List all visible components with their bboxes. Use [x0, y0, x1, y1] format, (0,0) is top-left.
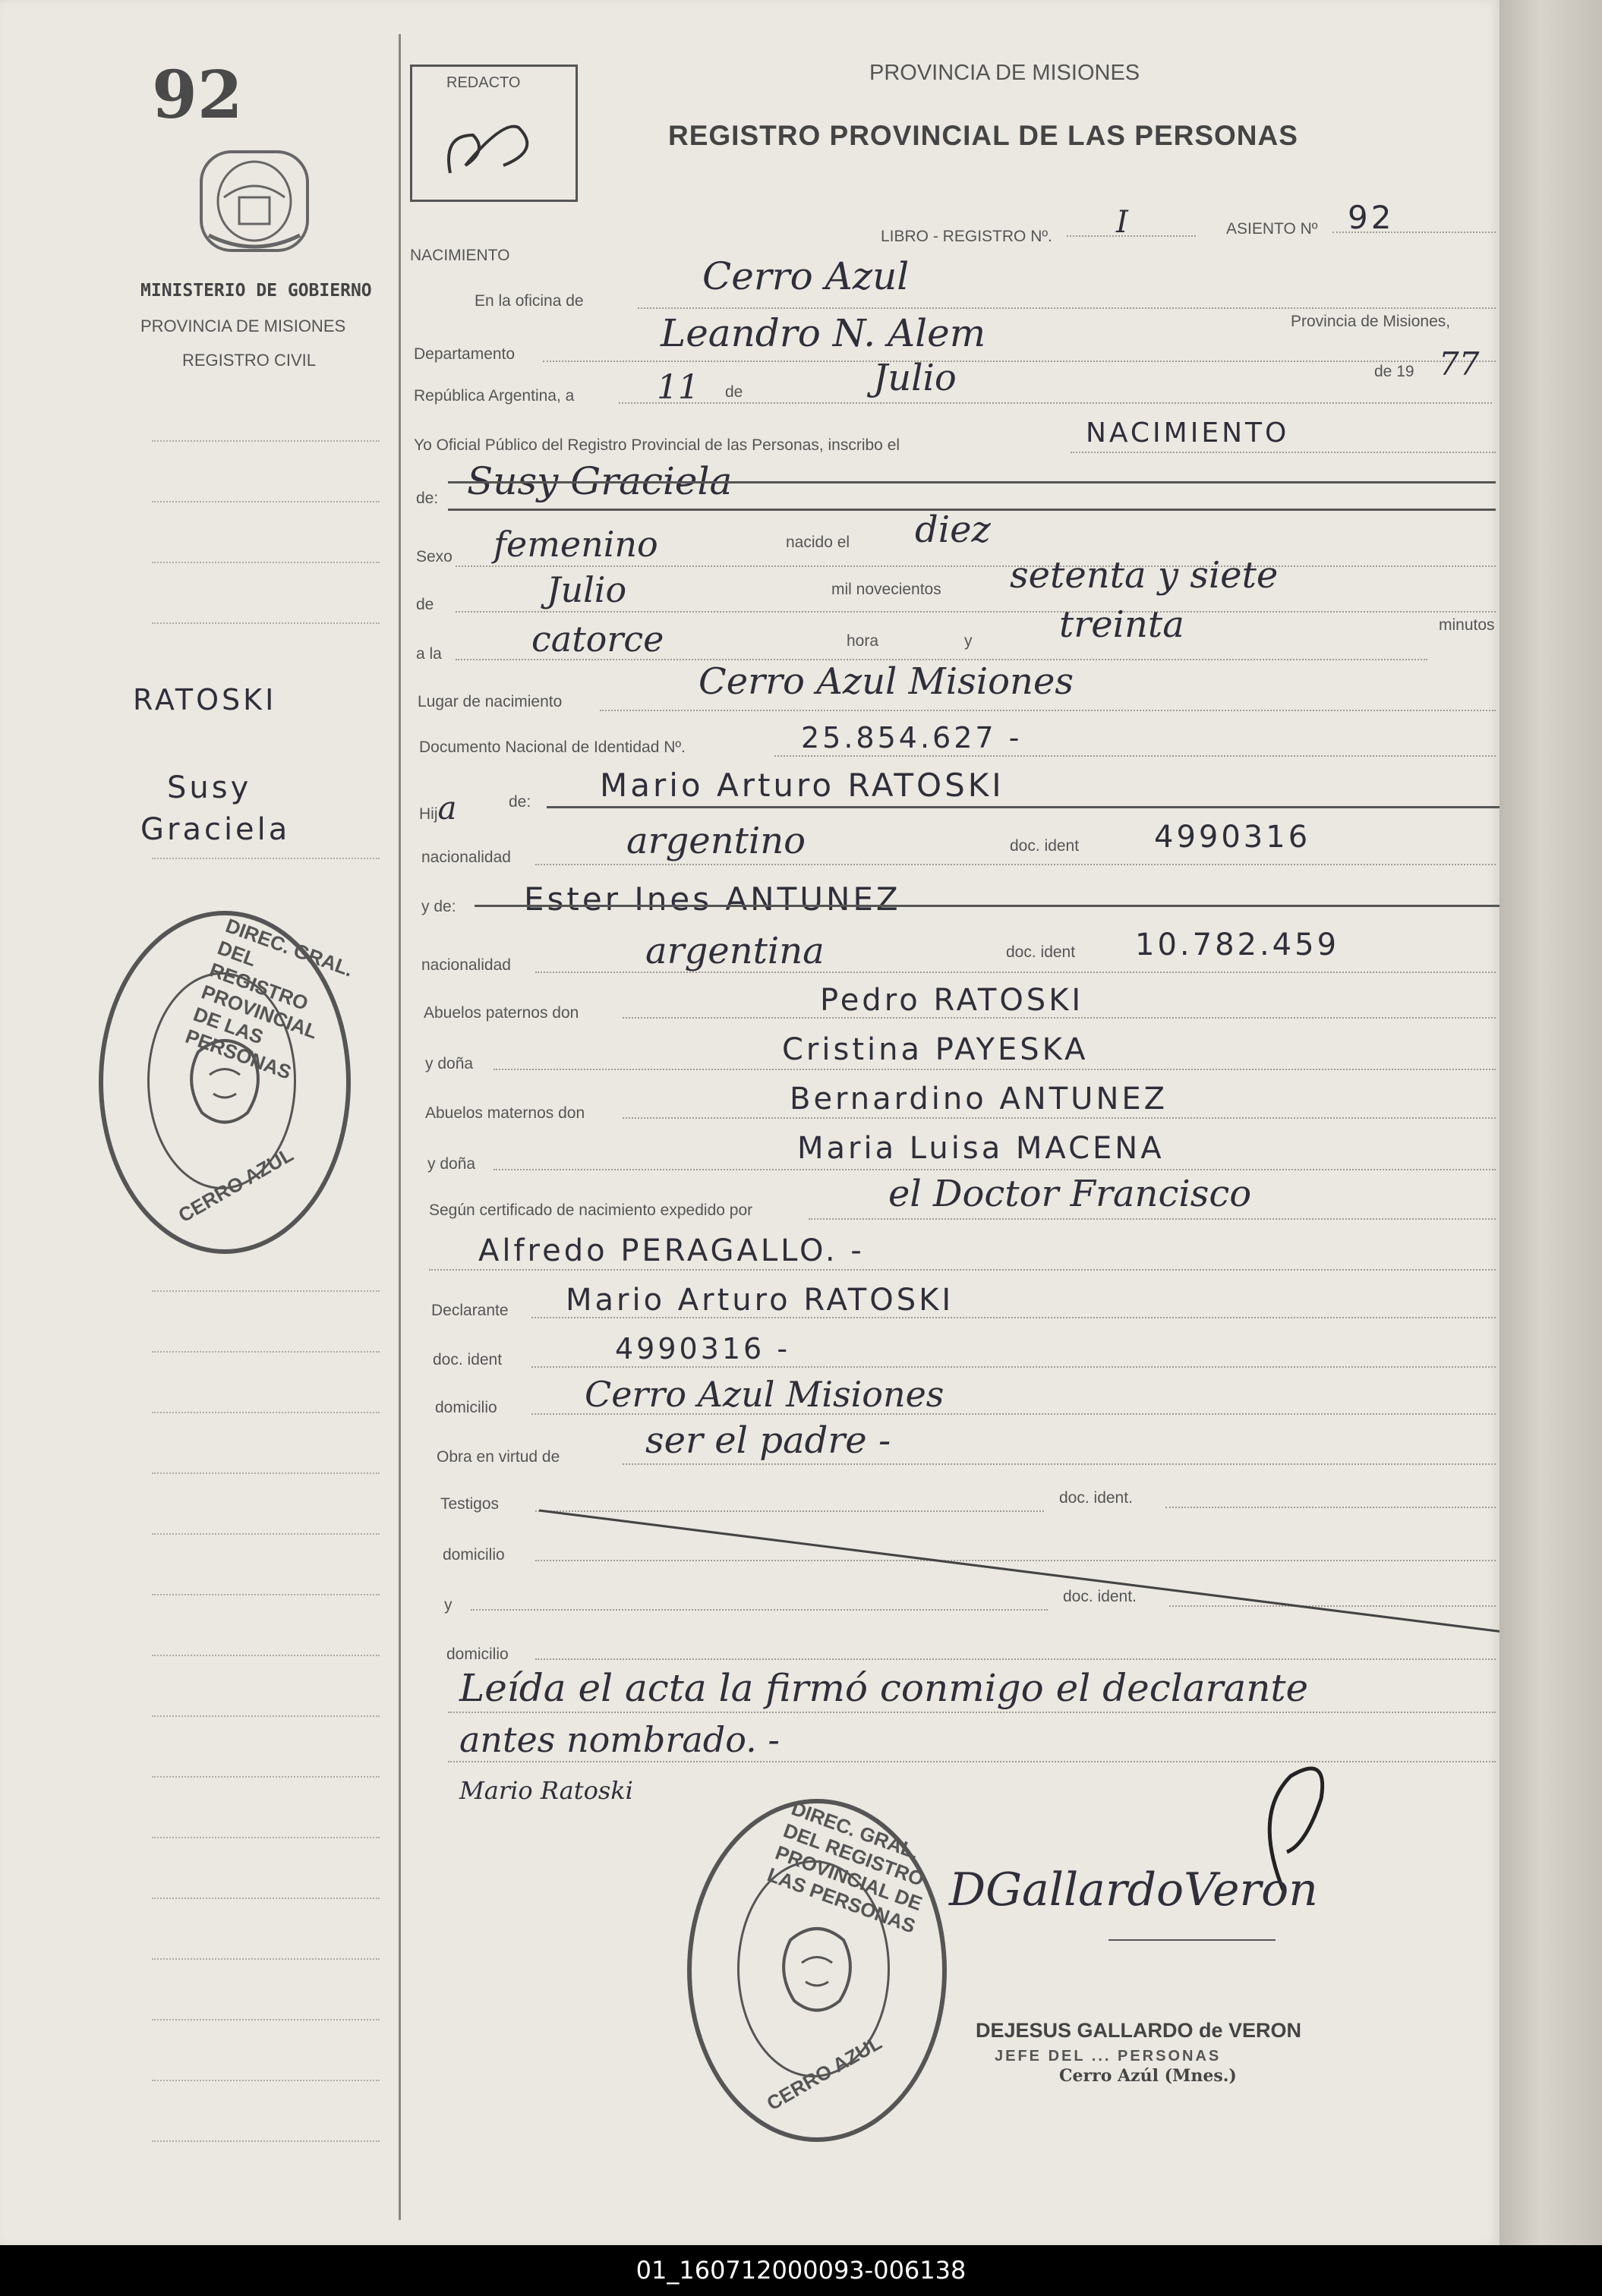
hija-label: Hija	[419, 789, 457, 827]
hija-de-label: de:	[509, 793, 531, 811]
left-rule	[152, 440, 380, 442]
departamento-label: Departamento	[414, 345, 516, 363]
official-title: JEFE DEL ... PERSONAS	[995, 2048, 1222, 2065]
inscribo-label: Yo Oficial Público del Registro Provincial de las Personas, inscribo el	[414, 436, 900, 454]
margin-rule	[399, 34, 401, 2220]
nac2-value: argentina	[645, 930, 825, 972]
ministry-province: PROVINCIA DE MISIONES	[140, 317, 346, 335]
left-rule	[152, 858, 380, 859]
stamp-inner-text-2: CERRO AZUL	[762, 2030, 886, 2115]
left-rule	[152, 1898, 380, 1899]
left-rule	[152, 1472, 380, 1474]
record-type-label: NACIMIENTO	[410, 247, 510, 264]
certificado-label: Según certificado de nacimiento expedido por	[429, 1202, 753, 1219]
coat-of-arms-icon	[194, 144, 315, 258]
asiento-value: 92	[1348, 199, 1395, 236]
closing-line-2: antes nombrado. -	[459, 1719, 780, 1760]
a-la-label: a la	[416, 645, 442, 663]
y-label: y	[964, 632, 973, 650]
domicilio-label: domicilio	[435, 1399, 497, 1416]
nacido-label: nacido el	[786, 534, 850, 551]
page-number: 92	[152, 57, 243, 134]
abuelos-paternos-value: Pedro RATOSKI	[820, 983, 1084, 1018]
redacto-initials-icon	[435, 105, 549, 188]
doc2-label: doc. ident	[1006, 943, 1076, 961]
day-value: 11	[657, 368, 699, 407]
libro-label: LIBRO - REGISTRO Nº.	[881, 228, 1052, 245]
left-rule	[152, 501, 380, 502]
doc1-value: 4990316	[1154, 820, 1311, 855]
abuelos-maternos-value: Bernardino ANTUNEZ	[790, 1082, 1168, 1117]
asiento-label: ASIENTO Nº	[1226, 220, 1318, 238]
sexo-value: femenino	[494, 524, 658, 565]
de3-label: de	[416, 596, 434, 613]
name-value: Susy Graciela	[467, 459, 733, 503]
nacido-value: diez	[915, 509, 991, 551]
left-rule	[152, 2080, 380, 2081]
abuelos-maternos-label: Abuelos maternos don	[425, 1104, 585, 1122]
de2-label: de:	[416, 490, 439, 507]
doc2-value: 10.782.459	[1135, 928, 1340, 962]
sexo-label: Sexo	[416, 548, 453, 565]
signature-declarant: Mario Ratoski	[459, 1776, 633, 1805]
signature-official: DGallardoVeron	[949, 1863, 1318, 1916]
doc1-label: doc. ident	[1010, 837, 1080, 855]
nac2-label: nacionalidad	[421, 956, 511, 974]
left-rule	[152, 1412, 380, 1413]
declarante-label: Declarante	[431, 1302, 509, 1319]
left-rule	[152, 2140, 380, 2142]
domicilio-value: Cerro Azul Misiones	[585, 1374, 944, 1415]
testigos-domicilio2-label: domicilio	[446, 1646, 509, 1663]
mil-value: setenta y siete	[1010, 554, 1279, 597]
year-label: de 19	[1374, 363, 1414, 380]
left-rule	[152, 1533, 380, 1535]
left-rule	[152, 1837, 380, 1838]
left-rule	[152, 1958, 380, 1960]
stamp-outer-text-2: DIREC. GRAL. DEL REGISTRO PROVINCIAL DE LAS PERSONAS	[764, 1797, 928, 1938]
ydona2-label: y doña	[427, 1155, 476, 1173]
declarante-value: Mario Arturo RATOSKI	[566, 1283, 954, 1318]
testigos-doc2-label: doc. ident.	[1063, 1588, 1137, 1605]
redacto-label: REDACTO	[446, 74, 521, 91]
official-name: DEJESUS GALLARDO de VERON	[976, 2019, 1302, 2042]
father-value: Mario Arturo RATOSKI	[600, 767, 1004, 804]
lugar-value: Cerro Azul Misiones	[699, 660, 1074, 703]
header-registry: REGISTRO PROVINCIAL DE LAS PERSONAS	[668, 120, 1298, 151]
oficina-value: Cerro Azul	[702, 254, 910, 298]
footer-id: 01_160712000093-006138	[0, 2245, 1602, 2296]
obra-value: ser el padre -	[645, 1419, 891, 1462]
stamp-outer-text: DIREC. GRAL. DEL REGISTRO PROVINCIAL DE LAS PERSONAS	[182, 914, 357, 1084]
margin-second-name: Graciela	[140, 812, 291, 847]
mil-label: mil novecientos	[831, 581, 941, 598]
testigos-label: Testigos	[440, 1495, 500, 1513]
left-rule	[152, 1594, 380, 1595]
left-rule	[152, 2019, 380, 2020]
left-rule	[152, 622, 380, 624]
testigos-y-label: y	[444, 1596, 453, 1614]
year-value: 77	[1439, 345, 1480, 383]
left-rule	[152, 1290, 380, 1292]
certificado-value-2: Alfredo PERAGALLO. -	[478, 1233, 865, 1268]
obra-label: Obra en virtud de	[437, 1448, 560, 1466]
cancel-stroke	[531, 1495, 1511, 1647]
month-value: Julio	[873, 357, 957, 399]
certificado-value: el Doctor Francisco	[888, 1173, 1252, 1215]
closing-line-1: Leída el acta la firmó conmigo el declarante	[459, 1666, 1309, 1710]
header-province: PROVINCIA DE MISIONES	[869, 61, 1140, 85]
minutos-label: minutos	[1439, 616, 1495, 634]
libro-value: I	[1116, 205, 1128, 240]
registry-stamp-2	[687, 1799, 947, 2142]
mother-value: Ester Ines ANTUNEZ	[524, 880, 901, 918]
ydona1-label: y doña	[425, 1055, 474, 1072]
inscribo-value: NACIMIENTO	[1086, 417, 1290, 449]
doc-ident-label: doc. ident	[433, 1351, 503, 1368]
official-location: Cerro Azúl (Mnes.)	[1059, 2066, 1237, 2086]
ydona2-value: Maria Luisa MACENA	[797, 1131, 1165, 1166]
left-rule	[152, 1655, 380, 1656]
dni-label: Documento Nacional de Identidad Nº.	[419, 739, 686, 756]
left-rule	[152, 1715, 380, 1717]
dni-value: 25.854.627 -	[801, 721, 1023, 754]
de-label: de	[725, 383, 743, 401]
ministry-title: MINISTERIO DE GOBIERNO	[140, 281, 372, 301]
provincia-label: Provincia de Misiones,	[1291, 313, 1451, 330]
hora-label: hora	[847, 632, 879, 650]
hija-suffix: a	[437, 789, 457, 827]
departamento-value: Leandro N. Alem	[661, 311, 986, 355]
margin-first-name: Susy	[167, 770, 252, 805]
ministry-office: REGISTRO CIVIL	[182, 351, 317, 370]
lugar-label: Lugar de nacimiento	[418, 693, 563, 710]
testigos-doc-label: doc. ident.	[1059, 1489, 1133, 1507]
testigos-domicilio-label: domicilio	[443, 1546, 505, 1564]
nac1-value: argentino	[626, 820, 806, 862]
doc-ident-value: 4990316 -	[615, 1332, 791, 1365]
abuelos-paternos-label: Abuelos paternos don	[424, 1004, 579, 1022]
minutos-value: treinta	[1059, 603, 1184, 646]
margin-surname: RATOSKI	[133, 683, 277, 717]
stamp-inner-text: CERRO AZUL	[174, 1142, 298, 1227]
yde-label: y de:	[421, 898, 456, 915]
nac1-label: nacionalidad	[421, 849, 511, 866]
oficina-label: En la oficina de	[475, 292, 584, 310]
registry-stamp	[99, 911, 357, 1254]
left-rule	[152, 1776, 380, 1778]
stamp-emblem-icon-2	[768, 1917, 866, 2024]
book-binding	[1500, 0, 1602, 2245]
republica-label: República Argentina, a	[414, 387, 575, 405]
left-rule	[152, 562, 380, 563]
hora-value: catorce	[531, 619, 664, 660]
left-rule	[152, 1351, 380, 1353]
redacto-box	[410, 65, 578, 202]
ydona1-value: Cristina PAYESKA	[782, 1032, 1089, 1067]
birth-month-value: Julio	[547, 569, 627, 610]
